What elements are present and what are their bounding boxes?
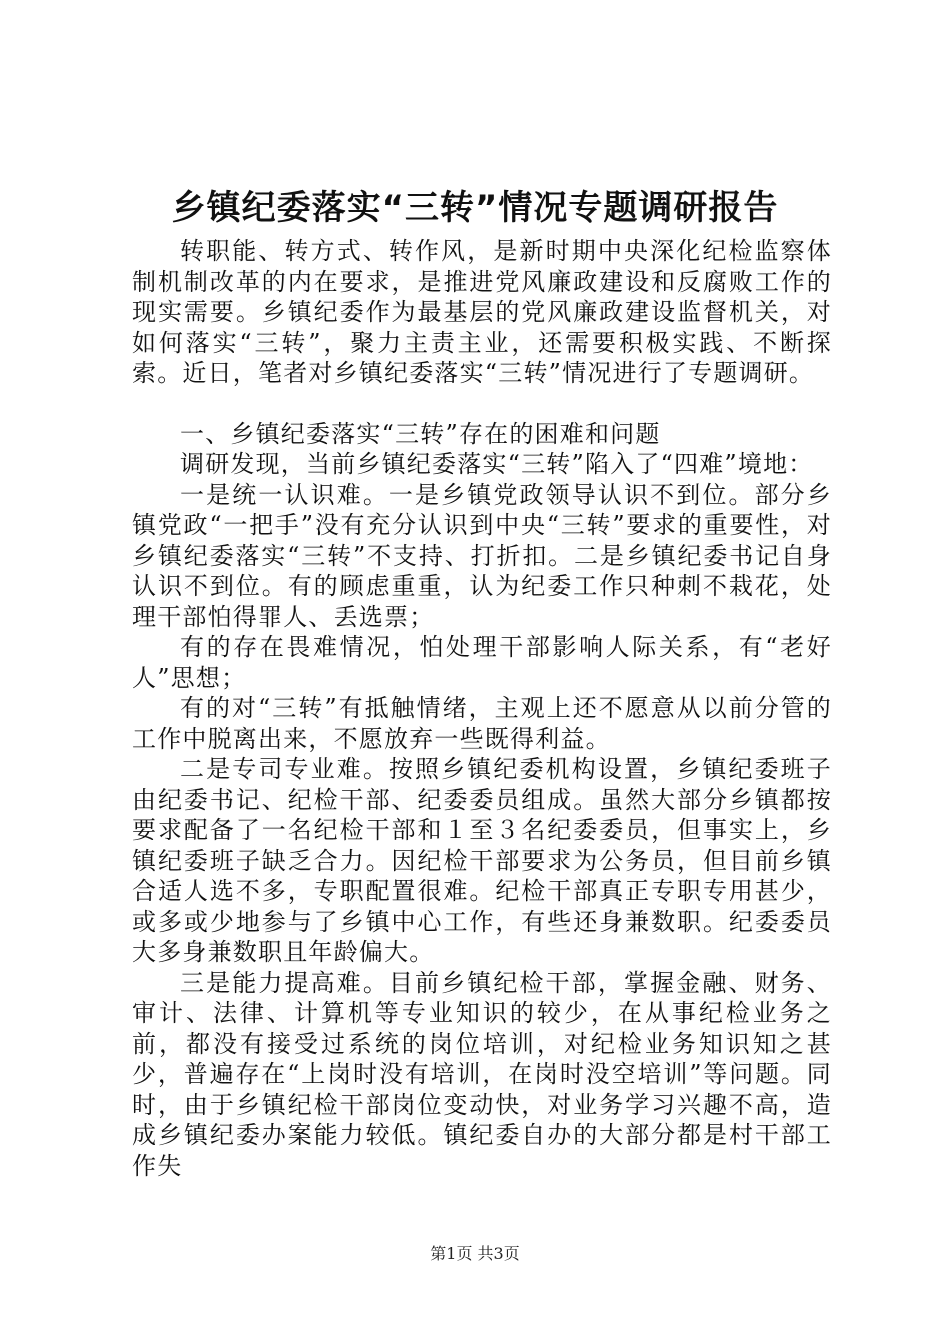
page-footer: 第1页 共3页 (430, 1244, 520, 1263)
paragraph: 有的对“三转”有抵触情绪，主观上还不愿意从以前分管的工作中脱离出来，不愿放弃一些既得利益。 (132, 694, 832, 753)
document-body (132, 236, 832, 1181)
document-title: 乡镇纪委落实“三转”情况专题调研报告 (171, 188, 779, 228)
paragraph: 调研发现，当前乡镇纪委落实“三转”陷入了“四难”境地： (180, 450, 814, 478)
section-heading: 一、乡镇纪委落实“三转”存在的困难和问题 (180, 419, 661, 448)
paragraph: 二是专司专业难。按照乡镇纪委机构设置，乡镇纪委班子由纪委书记、纪检干部、纪委委员组成。虽然大部分乡镇都按要求配备了一名纪检干部和１至３名纪委委员，但事实上，乡镇纪委班子缺乏合力。因纪检干部要求为公务员，但目前乡镇合适人选不多，专职配置很难。纪检干部真正专职专用甚少，或多或少地参与了乡镇中心工作，有些还身兼数职。纪委委员大多身兼数职且年龄偏大。 (132, 755, 832, 966)
paragraph: 一是统一认识难。一是乡镇党政领导认识不到位。部分乡镇党政“一把手”没有充分认识到中央“三转”要求的重要性，对乡镇纪委落实“三转”不支持、打折扣。二是乡镇纪委书记自身认识不到位。有的顾虑重重，认为纪委工作只种刺不栽花，处理干部怕得罪人、丢选票； (132, 480, 832, 631)
paragraph: 有的存在畏难情况，怕处理干部影响人际关系，有“老好人”思想； (132, 633, 832, 692)
paragraph: 三是能力提高难。目前乡镇纪检干部，掌握金融、财务、审计、法律、计算机等专业知识的较少，在从事纪检业务之前，都没有接受过系统的岗位培训，对纪检业务知识知之甚少，普遍存在“上岗时没有培训，在岗时没空培训”等问题。同时，由于乡镇纪检干部岗位变动快，对业务学习兴趣不高，造成乡镇纪委办案能力较低。镇纪委自办的大部分都是村干部工作失 (132, 968, 832, 1180)
paragraph-intro: 转职能、转方式、转作风，是新时期中央深化纪检监察体制机制改革的内在要求，是推进党风廉政建设和反腐败工作的现实需要。乡镇纪委作为最基层的党风廉政建设监督机关，对如何落实“三转”，聚力主责主业，还需要积极实践、不断探索。近日，笔者对乡镇纪委落实“三转”情况进行了专题调研。 (132, 237, 832, 387)
